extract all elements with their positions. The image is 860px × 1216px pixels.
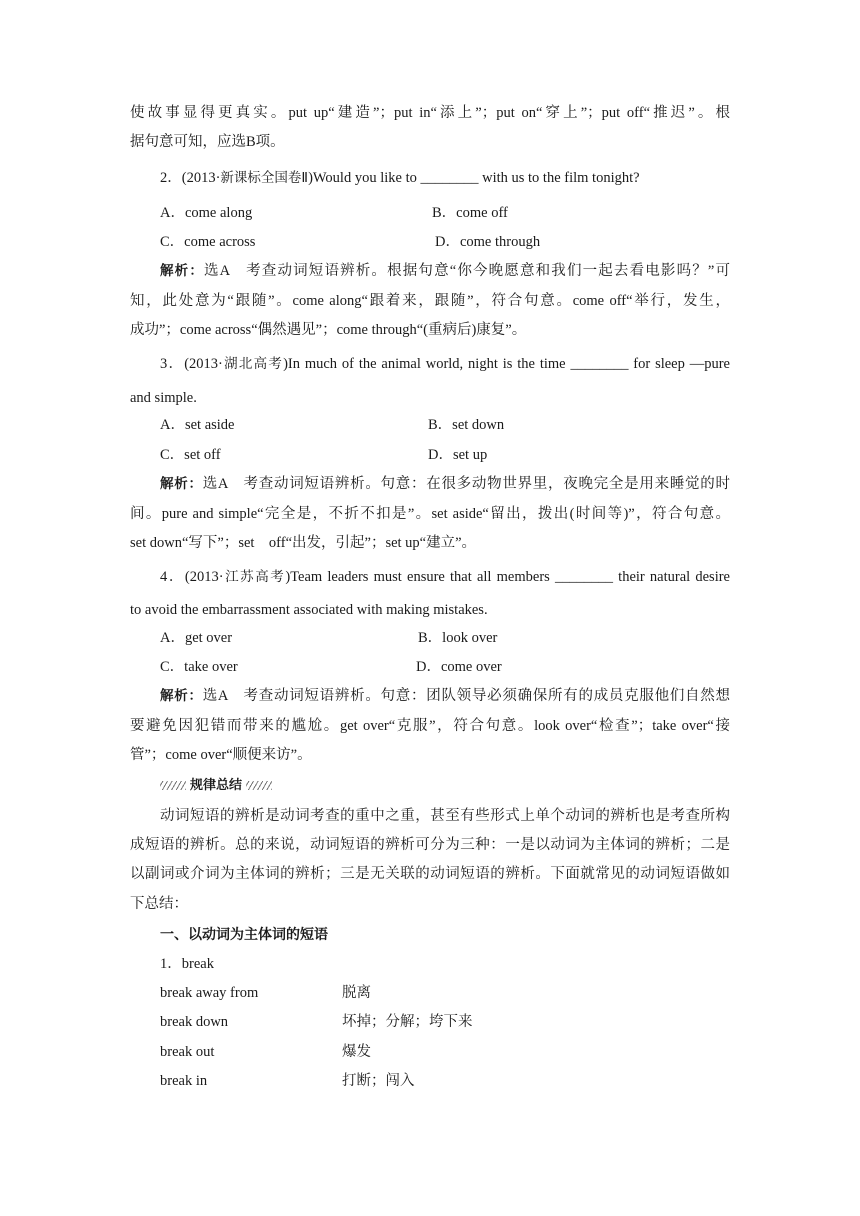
text-line: 以副词或介词为主体词的辨析；三是无关联的动词短语的辨析。下面就常见的动词短语做如 [130, 866, 730, 882]
text-line: 知，此处意为“跟随”。come along“跟着来，跟随”，符合句意。come off“举行，发生， [130, 293, 730, 309]
phrase-zh: 爆发 [342, 1044, 371, 1060]
text-line: 动词短语的辨析是动词考查的重中之重，甚至有些形式上单个动词的辨析也是考查所构 [160, 808, 730, 824]
text-line: 管”；come over“顺便来访”。 [130, 747, 312, 763]
answer-line [160, 261, 730, 281]
answer-label: 解析： [160, 263, 204, 279]
question-stem: )Team leaders must ensure that all members ________ their natural desire [285, 569, 730, 585]
option-a: A．set aside [160, 417, 235, 433]
option-d: D．come over [416, 659, 502, 675]
hatch-decoration [246, 781, 272, 790]
option-b: B．set down [428, 417, 505, 433]
text-line: 要避免因犯错而带来的尴尬。get over“克服”，符合句意。look over“检查”；take over“接 [130, 718, 730, 734]
option-c: C．come across [160, 234, 256, 250]
phrase-zh: 坏掉；分解；垮下来 [342, 1014, 473, 1030]
text-line: 据句意可知，应选B项。 [130, 134, 285, 150]
question-3 [160, 354, 730, 374]
text-line: set down“写下”；set off“出发，引起”；set up“建立”。 [130, 535, 477, 551]
question-number: 2．(2013· [160, 170, 221, 186]
option-a: A．come along [160, 205, 253, 221]
option-c: C．take over [160, 659, 238, 675]
text-line: 间。pure and simple“完全是，不折不扣是”。set aside“留出，拨出(时间等)”，符合句意。 [130, 506, 730, 522]
section-heading [160, 775, 272, 796]
question-source: 江苏高考 [223, 569, 286, 585]
option-b: B．look over [418, 630, 498, 646]
question-stem: )In much of the animal world, night is the time ________ for sleep —pure [283, 356, 730, 372]
question-2 [160, 168, 640, 188]
text-line: 成短语的辨析。总的来说，动词短语的辨析可分为三种：一是以动词为主体词的辨析；二是 [130, 837, 730, 853]
option-b: B．come off [432, 205, 508, 221]
answer-label: 解析： [160, 688, 203, 704]
answer-text: 选A 考查动词短语辨析。句意：团队领导必须确保所有的成员克服他们自然想 [202, 688, 731, 704]
answer-line [160, 686, 730, 706]
text-line: and simple. [130, 390, 197, 406]
question-source: 湖北高考 [222, 356, 284, 372]
text-line: 下总结： [130, 896, 188, 912]
list-item-heading: 1．break [160, 956, 214, 972]
phrase-en: break away from [160, 985, 259, 1001]
text-line: to avoid the embarrassment associated with making mistakes. [130, 602, 488, 618]
phrase-en: break out [160, 1044, 215, 1060]
question-stem: )Would you like to ________ with us to the film tonight? [308, 170, 640, 186]
question-number: 3．(2013· [160, 356, 223, 372]
question-source: 新课标全国卷Ⅱ [220, 170, 309, 186]
answer-line [160, 474, 730, 494]
option-d: D．come through [435, 234, 541, 250]
text-line: 使故事显得更真实。put up“建造”；put in“添上”；put on“穿上”；put off“推迟”。根 [130, 105, 730, 121]
answer-text: 选A 考查动词短语辨析。句意：在很多动物世界里，夜晚完全是用来睡觉的时 [202, 476, 731, 492]
phrase-en: break down [160, 1014, 229, 1030]
option-c: C．set off [160, 447, 221, 463]
section-label: 规律总结 [190, 778, 243, 793]
answer-label: 解析： [160, 476, 203, 492]
phrase-zh: 打断；闯入 [342, 1073, 415, 1089]
hatch-decoration [160, 781, 186, 790]
phrase-en: break in [160, 1073, 208, 1089]
text-line: 成功”；come across“偶然遇见”；come through“(重病后)康复”。 [130, 322, 527, 338]
question-number: 4．(2013· [160, 569, 224, 585]
phrase-zh: 脱离 [342, 985, 371, 1001]
subheading: 一、以动词为主体词的短语 [160, 927, 328, 943]
question-4 [160, 567, 730, 587]
answer-text: 选A 考查动词短语辨析。根据句意“你今晚愿意和我们一起去看电影吗？”可 [203, 263, 730, 279]
option-a: A．get over [160, 630, 233, 646]
option-d: D．set up [428, 447, 488, 463]
